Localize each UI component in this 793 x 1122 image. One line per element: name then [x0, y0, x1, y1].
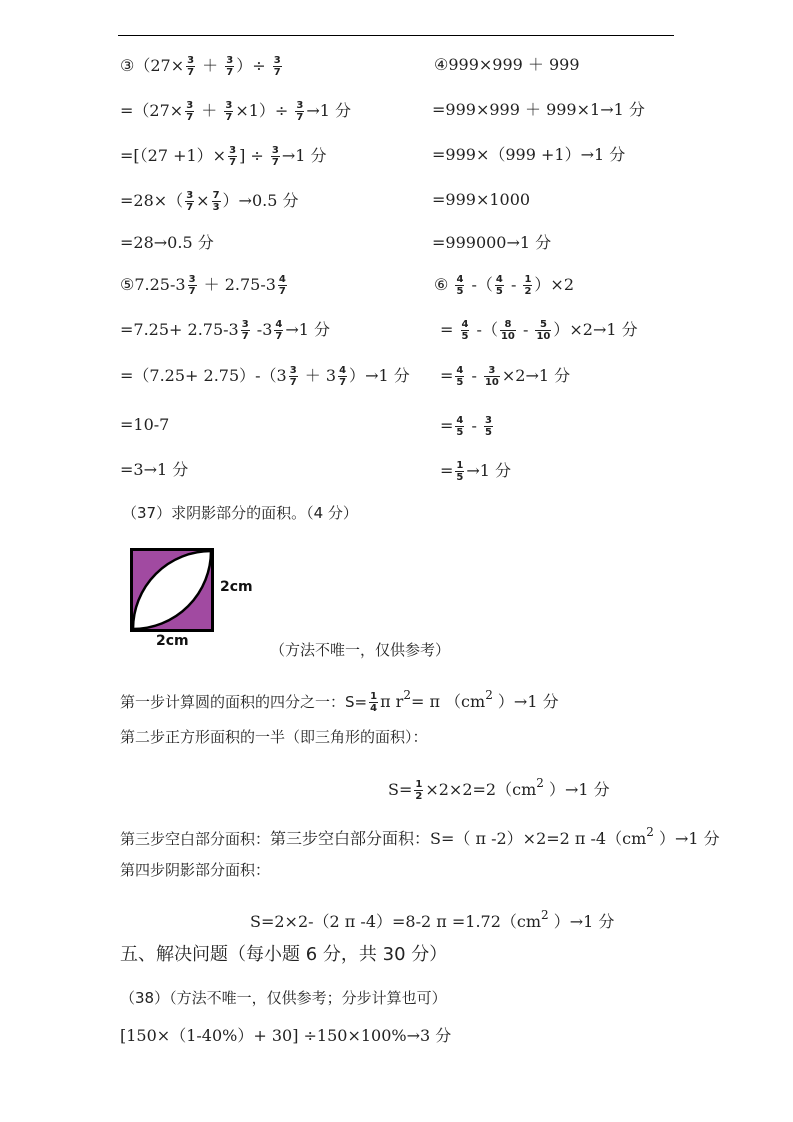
section-5-heading: 五、解决问题（每小题 6 分，共 30 分） [120, 944, 448, 965]
p6-line-3: = $\frac{4}{5}$ - $\frac{3}{10}$ ×2→1 分 [440, 365, 571, 388]
q38-formula: [150×（1-40%）+ 30] ÷150×100%→3 分 [120, 1026, 452, 1045]
q37-title: （37）求阴影部分的面积。（4 分） [122, 504, 358, 522]
p5-line-5: =3→1 分 [120, 460, 189, 479]
fraction: $\frac{3}{7}$ [226, 55, 234, 78]
fraction: $\frac{3}{5}$ [484, 415, 492, 438]
p3-line-2: =（27× $\frac{3}{7}$ ＋ $\frac{3}{7}$ ×1）÷ $\frac{3}{7}$ →1 分 [120, 100, 352, 123]
step-1: 第一步计算圆的面积的四分之一：S= $\frac{1}{4}$ π $r^2= \pi$ （$cm^2$ ）→1 分 [120, 688, 559, 714]
p5-line-2: =7.25+ 2.75-3 $\frac{3}{7}$ -3 $\frac{4}{7}$ →1 分 [120, 319, 331, 342]
fraction: $\frac{5}{10}$ [536, 319, 551, 342]
step-2-formula: S= $\frac{1}{2}$ $\times 2\times 2=2(cm^2$ ）→1 分 [388, 776, 610, 802]
side-length-label: 2cm [220, 579, 253, 595]
fraction: $\frac{4}{7}$ [278, 274, 286, 297]
fraction: $\frac{1}{5}$ [456, 460, 464, 483]
fraction: $\frac{3}{7}$ [271, 145, 279, 168]
fraction: $\frac{3}{7}$ [229, 145, 237, 168]
fraction: $\frac{1}{4}$ [370, 691, 378, 714]
fraction: $\frac{1}{2}$ [415, 779, 423, 802]
p6-line-2: = $\frac{4}{5}$ -（ $\frac{8}{10}$ - $\frac{5}{10}$ ）×2→1 分 [440, 319, 638, 342]
p3-line-3: =[（27 +1）× $\frac{3}{7}$ ] ÷ $\frac{3}{7}$ →1 分 [120, 145, 327, 168]
fraction: $\frac{4}{7}$ [339, 365, 347, 388]
p3-line-4: =28×（ $\frac{3}{7}$ × $\frac{7}{3}$ ）→0.5 分 [120, 190, 299, 213]
fraction: $\frac{4}{7}$ [275, 319, 283, 342]
fraction: $\frac{3}{7}$ [187, 55, 195, 78]
fraction: $\frac{3}{7}$ [188, 274, 196, 297]
fraction: $\frac{3}{7}$ [241, 319, 249, 342]
p4-line-5: =999000→1 分 [432, 233, 552, 252]
bottom-length-label: 2cm [156, 633, 189, 649]
p4-line-4: =999×1000 [432, 190, 531, 209]
step-3: 第三步空白部分面积：第三步空白部分面积：S=（ π -2）×2=2 π $-4(cm^2$ ）→1 分 [120, 825, 720, 848]
p5-line-4: =10-7 [120, 415, 170, 434]
p4-line-3: =999×（999 +1）→1 分 [432, 145, 626, 164]
fraction: $\frac{3}{7}$ [186, 190, 194, 213]
fraction: $\frac{1}{2}$ [524, 274, 532, 297]
step-4-text: 第四步阴影部分面积： [120, 861, 271, 879]
p6-line-5: = $\frac{1}{5}$ →1 分 [440, 460, 512, 483]
fraction: $\frac{4}{5}$ [456, 365, 464, 388]
p4-line-2: =999×999 ＋ 999×1→1 分 [432, 100, 645, 119]
method-note: （方法不唯一，仅供参考） [270, 641, 451, 659]
fraction: $\frac{8}{10}$ [500, 319, 515, 342]
p4-line-1: ④999×999 ＋ 999 [434, 55, 580, 74]
p3-line-1: ③（27× $\frac{3}{7}$ ＋ $\frac{3}{7}$ ）÷ $\frac{3}{7}$ [120, 55, 281, 78]
p5-line-3: =（7.25+ 2.75）-（3 $\frac{3}{7}$ ＋ 3 $\frac{4}{7}$ ）→1 分 [120, 365, 410, 388]
fraction: $\frac{3}{7}$ [225, 100, 233, 123]
fraction: $\frac{3}{7}$ [273, 55, 281, 78]
fraction: $\frac{3}{7}$ [296, 100, 304, 123]
header-rule [118, 35, 674, 36]
step-2-text: 第二步正方形面积的一半（即三角形的面积）： [120, 728, 428, 746]
fraction: $\frac{3}{10}$ [484, 365, 499, 388]
p6-line-1: ⑥ $\frac{4}{5}$ -（ $\frac{4}{5}$ - $\frac{1}{2}$ ）×2 [434, 274, 575, 297]
fraction: $\frac{4}{5}$ [456, 274, 464, 297]
step-4-formula: S=2×2-（2 π -4）=8-2 $\pi =1.72(cm^2$ ）→1 分 [250, 908, 615, 931]
fraction: $\frac{4}{5}$ [461, 319, 469, 342]
q38-title: （38）（方法不唯一，仅供参考；分步计算也可） [120, 989, 447, 1007]
fraction: $\frac{3}{7}$ [186, 100, 194, 123]
p3-line-5: =28→0.5 分 [120, 233, 214, 252]
fraction: $\frac{3}{7}$ [289, 365, 297, 388]
fraction: $\frac{4}{5}$ [456, 415, 464, 438]
fraction: $\frac{7}{3}$ [212, 190, 220, 213]
fraction: $\frac{4}{5}$ [495, 274, 503, 297]
shaded-leaf-figure [130, 548, 214, 632]
p6-line-4: = $\frac{4}{5}$ - $\frac{3}{5}$ [440, 415, 492, 438]
p5-line-1: ⑤7.25-3 $\frac{3}{7}$ ＋ 2.75-3 $\frac{4}{7}$ [120, 274, 286, 297]
